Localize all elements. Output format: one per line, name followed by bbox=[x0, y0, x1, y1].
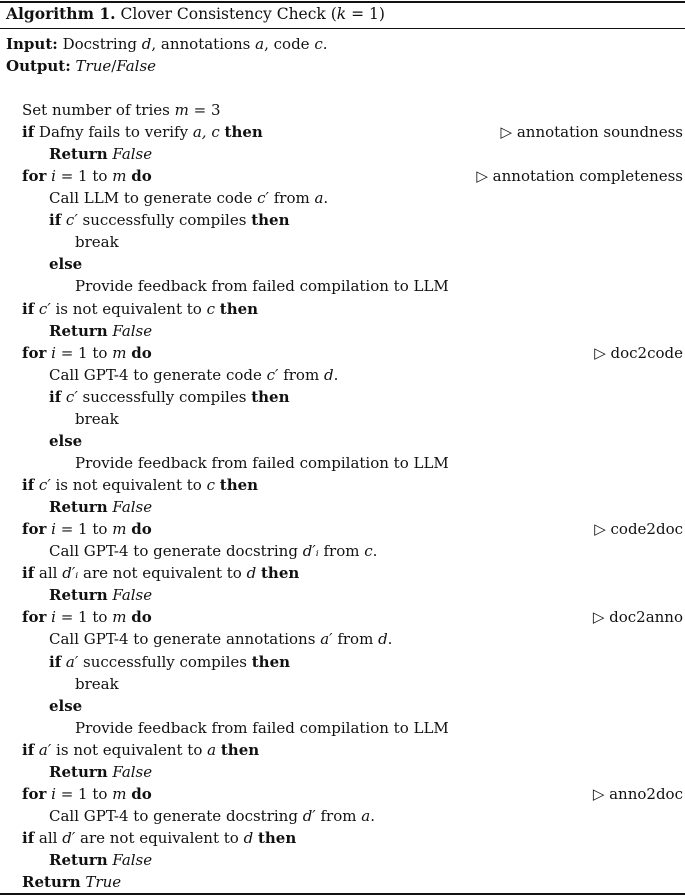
algorithm-line bbox=[0, 342, 685, 364]
keyword: Return bbox=[49, 586, 108, 605]
text-segment: Call LLM to generate code bbox=[49, 189, 258, 208]
line-text bbox=[22, 342, 152, 364]
line-text bbox=[75, 275, 449, 297]
algorithm-line bbox=[0, 430, 685, 452]
algorithm-line bbox=[0, 275, 685, 297]
math-symbol: c′ bbox=[61, 387, 78, 406]
text-segment: Call GPT-4 to generate docstring bbox=[49, 806, 303, 825]
keyword: then bbox=[224, 123, 263, 142]
math-symbol: m bbox=[112, 608, 127, 627]
line-text bbox=[75, 452, 449, 474]
algorithm-line bbox=[0, 187, 685, 209]
algorithm-line bbox=[0, 452, 685, 474]
math-symbol: d bbox=[378, 630, 388, 649]
algorithm-line bbox=[0, 628, 685, 650]
line-text bbox=[22, 871, 121, 893]
line-text bbox=[49, 651, 290, 673]
math-symbol: c′ bbox=[34, 476, 51, 495]
math-symbol: d′ᵢ bbox=[302, 542, 319, 561]
algorithm-line bbox=[0, 761, 685, 783]
text-segment: from bbox=[318, 542, 365, 561]
line-text bbox=[49, 430, 82, 452]
keyword: Return bbox=[49, 762, 108, 781]
algorithm-line bbox=[0, 298, 685, 320]
line-comment: ▷ doc2code bbox=[594, 343, 683, 362]
math-symbol: False bbox=[107, 586, 153, 605]
line-text bbox=[75, 717, 449, 739]
algorithm-title bbox=[6, 4, 385, 24]
algorithm-label: Algorithm 1. bbox=[6, 4, 116, 23]
text-segment: are not equivalent to bbox=[75, 828, 244, 847]
text-segment: Provide feedback from failed compilation to LLM bbox=[75, 453, 449, 472]
line-text bbox=[49, 320, 152, 342]
text-segment: = 3 bbox=[188, 101, 221, 119]
keyword: then bbox=[220, 740, 260, 759]
algorithm-line bbox=[0, 121, 685, 143]
math-symbol: c bbox=[206, 299, 215, 318]
algorithm-line bbox=[0, 496, 685, 518]
keyword: else bbox=[49, 255, 83, 274]
text-segment: Docstring bbox=[57, 35, 142, 53]
text-segment: break bbox=[75, 233, 119, 252]
line-text bbox=[49, 849, 152, 871]
math-symbol: m bbox=[112, 343, 127, 362]
keyword: if bbox=[22, 828, 35, 847]
algorithm-line bbox=[0, 518, 685, 540]
keyword: then bbox=[251, 387, 290, 406]
math-symbol: c′ bbox=[34, 299, 51, 318]
line-text bbox=[49, 386, 289, 408]
math-symbol: c bbox=[206, 476, 215, 495]
math-symbol: d′ bbox=[62, 828, 76, 847]
keyword: for bbox=[22, 167, 47, 186]
line-comment: ▷ doc2anno bbox=[592, 608, 683, 627]
math-symbol: a′ bbox=[320, 630, 333, 649]
algorithm-line bbox=[0, 386, 685, 408]
line-text bbox=[49, 187, 328, 209]
line-text bbox=[49, 805, 375, 827]
line-text bbox=[22, 827, 296, 849]
line-text bbox=[22, 121, 263, 143]
keyword: if bbox=[22, 299, 35, 318]
algorithm-line bbox=[0, 805, 685, 827]
math-symbol: c′ bbox=[257, 189, 269, 208]
math-symbol: a, c bbox=[192, 123, 220, 142]
text-segment: Provide feedback from failed compilation to LLM bbox=[75, 277, 449, 296]
text-segment: . bbox=[370, 806, 375, 825]
math-symbol: a bbox=[361, 806, 371, 825]
keyword: Return bbox=[49, 145, 108, 164]
top-rule bbox=[0, 1, 685, 3]
math-symbol: False bbox=[107, 762, 153, 781]
algorithm-line bbox=[0, 673, 685, 695]
algorithm-line bbox=[0, 849, 685, 871]
text-segment: = 1 to bbox=[55, 520, 113, 539]
algorithm-line bbox=[0, 99, 685, 121]
line-text bbox=[49, 209, 289, 231]
text-segment: . bbox=[372, 542, 378, 561]
math-symbol: True bbox=[80, 873, 122, 892]
line-comment: ▷ anno2doc bbox=[592, 784, 683, 803]
math-symbol: c bbox=[364, 542, 373, 561]
text-segment: from bbox=[315, 806, 362, 825]
math-symbol: d bbox=[246, 564, 257, 583]
text-segment: from bbox=[268, 189, 315, 208]
keyword: if bbox=[49, 387, 62, 406]
math-symbol: d′ bbox=[302, 806, 316, 825]
algorithm-line bbox=[0, 606, 685, 628]
bottom-rule bbox=[0, 893, 685, 895]
algorithm-name: Clover Consistency Check ( bbox=[120, 5, 337, 23]
keyword: Return bbox=[22, 873, 81, 892]
text-segment: Call GPT-4 to generate annotations bbox=[49, 630, 321, 649]
text-segment: break bbox=[75, 409, 119, 428]
header-rule bbox=[0, 28, 685, 29]
math-symbol: d bbox=[141, 35, 152, 53]
text-segment: . bbox=[387, 630, 393, 649]
algorithm-k: k bbox=[336, 5, 347, 23]
text-segment: is not equivalent to bbox=[50, 299, 207, 318]
math-symbol: m bbox=[112, 167, 127, 186]
line-text bbox=[75, 231, 119, 253]
keyword: do bbox=[131, 343, 152, 362]
algorithm-line bbox=[0, 33, 685, 55]
math-symbol: a′ bbox=[61, 652, 79, 671]
line-text bbox=[49, 695, 82, 717]
text-segment: are not equivalent to bbox=[78, 564, 247, 583]
keyword: Output: bbox=[6, 57, 71, 75]
line-text bbox=[49, 761, 152, 783]
keyword: else bbox=[49, 696, 83, 715]
math-symbol: False bbox=[107, 851, 153, 870]
algorithm-line bbox=[0, 55, 685, 77]
algorithm-line bbox=[0, 584, 685, 606]
text-segment: successfully compiles bbox=[77, 211, 252, 230]
math-symbol: m bbox=[174, 101, 189, 119]
keyword: if bbox=[22, 740, 35, 759]
algorithm-line bbox=[0, 717, 685, 739]
text-segment: = 1 to bbox=[55, 784, 113, 803]
math-symbol: m bbox=[112, 520, 127, 539]
line-text bbox=[49, 540, 377, 562]
text-segment: successfully compiles bbox=[77, 387, 252, 406]
line-text bbox=[49, 364, 338, 386]
math-symbol: a′ bbox=[34, 740, 52, 759]
keyword: then bbox=[251, 211, 290, 230]
math-symbol: a bbox=[207, 740, 217, 759]
line-text bbox=[22, 474, 258, 496]
text-segment: successfully compiles bbox=[78, 652, 252, 671]
line-comment: ▷ annotation completeness bbox=[476, 167, 683, 186]
text-segment: = 1 to bbox=[55, 167, 113, 186]
algorithm-line bbox=[0, 209, 685, 231]
text-segment: = 1 to bbox=[55, 343, 113, 362]
line-text bbox=[49, 496, 152, 518]
algorithm-line bbox=[0, 253, 685, 275]
algorithm-line bbox=[0, 231, 685, 253]
algorithm-line bbox=[0, 165, 685, 187]
keyword: for bbox=[22, 608, 47, 627]
algorithm-line bbox=[0, 540, 685, 562]
line-text bbox=[22, 518, 152, 540]
algorithm-line bbox=[0, 695, 685, 717]
keyword: do bbox=[131, 608, 152, 627]
text-segment: . bbox=[322, 35, 328, 53]
line-text bbox=[49, 628, 392, 650]
keyword: if bbox=[49, 652, 62, 671]
text-segment: from bbox=[278, 365, 324, 384]
math-symbol: True bbox=[70, 57, 112, 75]
math-symbol: False bbox=[107, 321, 153, 340]
text-segment: . bbox=[323, 189, 329, 208]
text-segment: Call GPT-4 to generate docstring bbox=[49, 542, 303, 561]
math-symbol: c bbox=[314, 35, 323, 53]
math-symbol: a bbox=[255, 35, 265, 53]
keyword: Return bbox=[49, 321, 108, 340]
keyword: do bbox=[131, 520, 152, 539]
algorithm-line bbox=[0, 783, 685, 805]
keyword: if bbox=[22, 123, 35, 142]
text-segment: Set number of tries bbox=[22, 101, 175, 119]
keyword: for bbox=[22, 784, 47, 803]
math-symbol: i bbox=[46, 784, 56, 803]
line-text bbox=[22, 99, 221, 121]
math-symbol: False bbox=[107, 498, 153, 517]
line-text bbox=[22, 165, 152, 187]
math-symbol: c′ bbox=[61, 211, 78, 230]
keyword: do bbox=[131, 167, 152, 186]
algorithm-line bbox=[0, 739, 685, 761]
text-segment: all bbox=[34, 564, 63, 583]
keyword: Return bbox=[49, 851, 108, 870]
line-text bbox=[75, 673, 119, 695]
algorithm-line bbox=[0, 320, 685, 342]
keyword: if bbox=[22, 476, 35, 495]
algorithm-line bbox=[0, 871, 685, 893]
text-segment: break bbox=[75, 674, 119, 693]
line-text bbox=[49, 253, 82, 275]
algorithm-line bbox=[0, 474, 685, 496]
text-segment: from bbox=[332, 630, 379, 649]
line-text bbox=[6, 33, 328, 55]
keyword: then bbox=[219, 476, 259, 495]
keyword: then bbox=[257, 828, 297, 847]
math-symbol: c′ bbox=[266, 365, 279, 384]
math-symbol: False bbox=[116, 57, 157, 75]
keyword: else bbox=[49, 431, 83, 450]
text-segment: / bbox=[111, 57, 117, 75]
line-text bbox=[22, 739, 259, 761]
keyword: Input: bbox=[6, 35, 58, 53]
math-symbol: a bbox=[314, 189, 324, 208]
math-symbol: i bbox=[46, 167, 56, 186]
line-text bbox=[22, 562, 299, 584]
text-segment: Call GPT-4 to generate code bbox=[49, 365, 267, 384]
line-comment: ▷ code2doc bbox=[594, 520, 683, 539]
algorithm-k-value: = 1) bbox=[346, 5, 385, 23]
math-symbol: i bbox=[46, 608, 56, 627]
line-comment: ▷ annotation soundness bbox=[500, 123, 683, 142]
math-symbol: d bbox=[243, 828, 254, 847]
text-segment: Provide feedback from failed compilation to LLM bbox=[75, 718, 449, 737]
algorithm-line bbox=[0, 408, 685, 430]
line-text bbox=[22, 298, 258, 320]
text-segment: Dafny fails to verify bbox=[34, 123, 193, 142]
algorithm-line bbox=[0, 651, 685, 673]
text-segment: is not equivalent to bbox=[51, 740, 208, 759]
line-text bbox=[49, 143, 152, 165]
keyword: if bbox=[49, 211, 62, 230]
math-symbol: i bbox=[46, 520, 56, 539]
text-segment: . bbox=[333, 365, 339, 384]
keyword: then bbox=[251, 652, 291, 671]
keyword: if bbox=[22, 564, 35, 583]
keyword: do bbox=[131, 784, 152, 803]
text-segment: = 1 to bbox=[55, 608, 113, 627]
algorithm-line bbox=[0, 143, 685, 165]
keyword: then bbox=[260, 564, 300, 583]
line-text bbox=[49, 584, 152, 606]
line-text bbox=[22, 606, 152, 628]
text-segment: , code bbox=[264, 35, 315, 53]
algorithm-line bbox=[0, 562, 685, 584]
keyword: then bbox=[219, 299, 259, 318]
line-text bbox=[75, 408, 119, 430]
line-text bbox=[6, 55, 156, 77]
text-segment: is not equivalent to bbox=[50, 476, 207, 495]
algorithm-line bbox=[0, 364, 685, 386]
math-symbol: m bbox=[112, 784, 127, 803]
text-segment: all bbox=[34, 828, 63, 847]
text-segment: , annotations bbox=[151, 35, 256, 53]
math-symbol: d bbox=[323, 365, 334, 384]
keyword: Return bbox=[49, 498, 108, 517]
math-symbol: False bbox=[107, 145, 153, 164]
math-symbol: i bbox=[46, 343, 56, 362]
keyword: for bbox=[22, 343, 47, 362]
algorithm-line bbox=[0, 827, 685, 849]
line-text bbox=[22, 783, 152, 805]
math-symbol: d′ᵢ bbox=[62, 564, 79, 583]
keyword: for bbox=[22, 520, 47, 539]
